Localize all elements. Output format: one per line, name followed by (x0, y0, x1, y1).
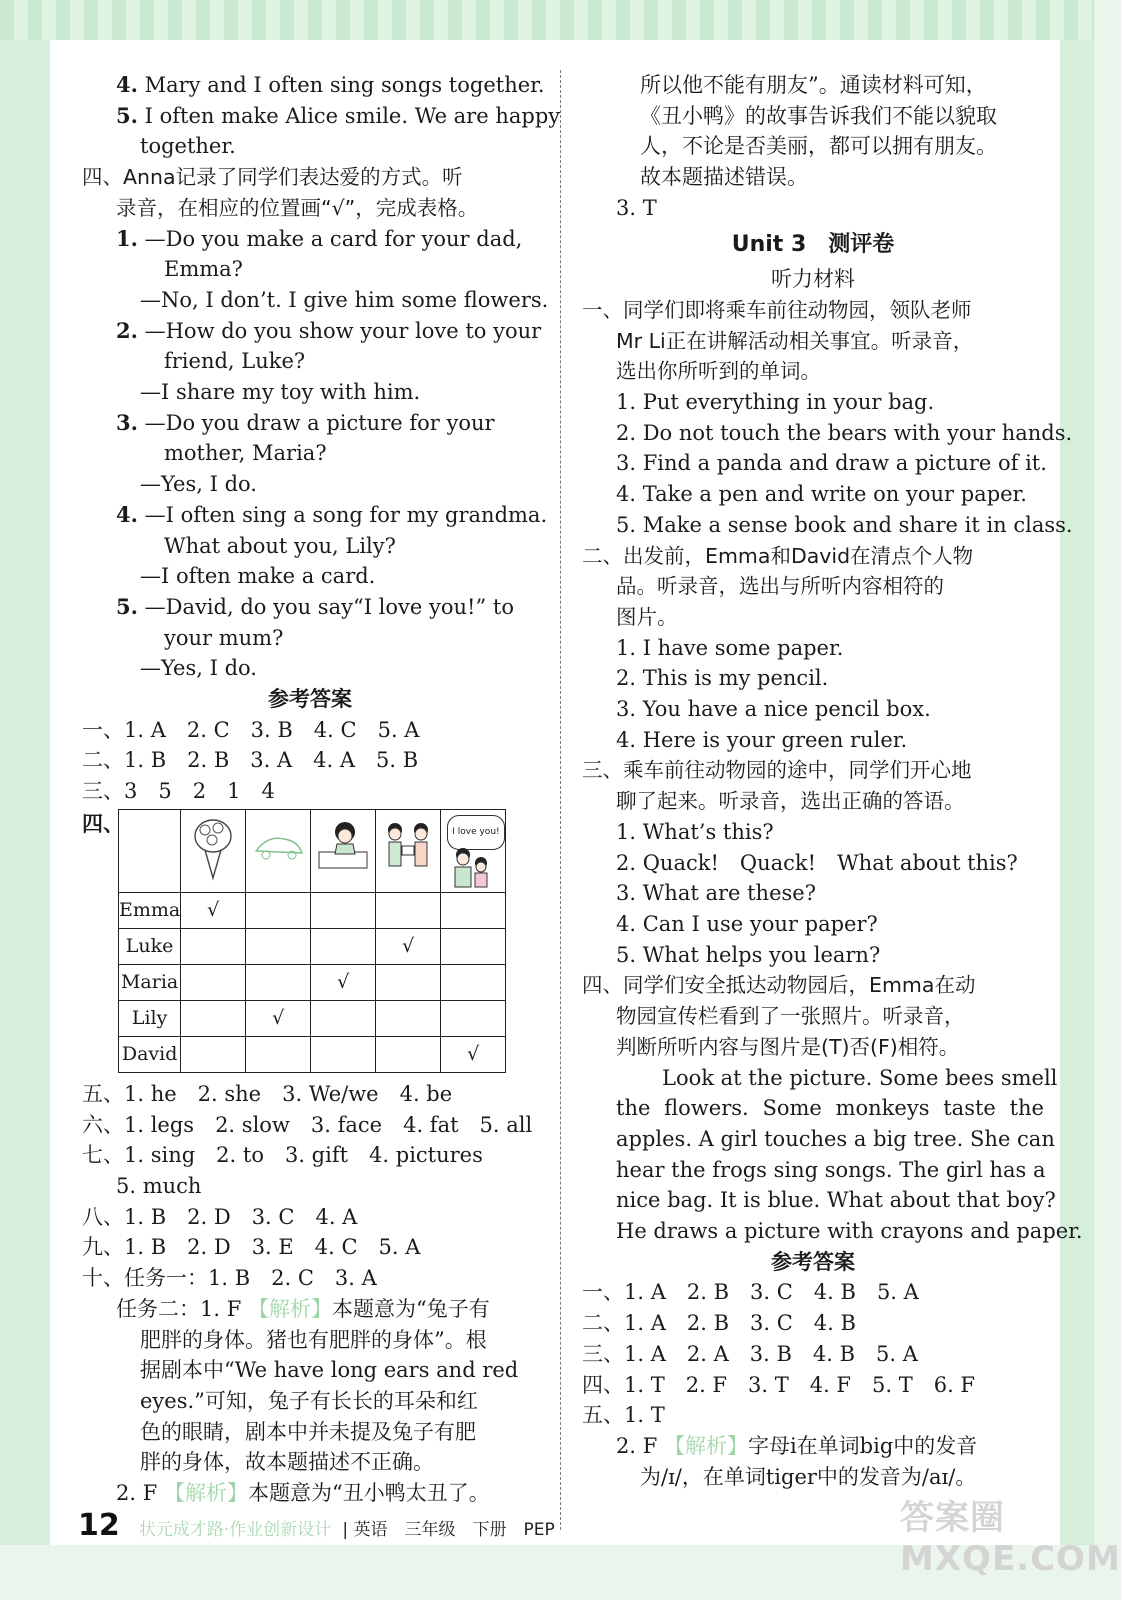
love-picture-cell (441, 809, 506, 892)
table-row (119, 1000, 506, 1036)
dialog-line: —No, I don’t. I give him some flowers. (140, 287, 549, 312)
footer-subject: | 英语 三年级 下册 PEP (342, 1520, 555, 1540)
list-item: 2. Do not touch the bears with your hands. (616, 420, 1073, 445)
dialog-line: friend, Luke? (164, 349, 306, 374)
row-name: Emma (119, 892, 181, 928)
list-item: 5. Make a sense book and share it in class. (616, 512, 1073, 537)
mark-cell (376, 1036, 441, 1072)
answer-line: 三、1. A 2. A 3. B 4. B 5. A (582, 1341, 918, 1366)
dialog-line: What about you, Lily? (164, 533, 396, 558)
dialog-line: —Yes, I do. (140, 656, 257, 681)
answer-line: 三、3 5 2 1 4 (82, 779, 275, 804)
mother-child-icon (441, 811, 505, 891)
list-item: together. (140, 134, 236, 159)
list-item: 3. You have a nice pencil box. (616, 697, 931, 722)
flowers-icon (185, 810, 241, 882)
mark-cell (441, 928, 506, 964)
mark-cell (181, 928, 246, 964)
answer-table-block (82, 809, 538, 1073)
row-name: Lily (119, 1000, 181, 1036)
table-header-row (119, 809, 506, 892)
analysis-line: 据剧本中“We have long ears and red (140, 1358, 519, 1383)
dialog-line: mother, Maria? (164, 441, 327, 466)
section-heading: 二、出发前，Emma和David在清点个人物 (582, 543, 974, 568)
mark-cell: √ (441, 1036, 506, 1072)
analysis-line: 任务二：1. F 【解析】本题意为“兔子有 (116, 1296, 490, 1321)
answer-line: 七、1. sing 2. to 3. gift 4. pictures (82, 1143, 483, 1168)
mark-cell (181, 964, 246, 1000)
list-item: 1. I have some paper. (616, 635, 844, 660)
listening-passage (582, 1063, 1083, 1247)
passage-line: nice bag. It is blue. What about that boy? (616, 1188, 1056, 1213)
toy-picture-cell (246, 809, 311, 892)
list-item: 4. Take a pen and write on your paper. (616, 482, 1027, 507)
answer-title: 参考答案 (268, 687, 352, 712)
column-divider (560, 70, 561, 1530)
unit-title: Unit 3 测评卷 (731, 231, 895, 257)
list-item: 1. Put everything in your bag. (616, 390, 935, 415)
answer-line: 十、任务一：1. B 2. C 3. A (82, 1266, 377, 1291)
list-item: 3. What are these? (616, 881, 816, 906)
girl-drawing-icon (311, 814, 375, 878)
section-heading: 品。听录音，选出与所听内容相符的 (616, 574, 944, 599)
dialog-line: 4. —I often sing a song for my grandma. (116, 501, 548, 527)
mark-cell: √ (311, 964, 376, 1000)
mark-cell (311, 928, 376, 964)
analysis-line: 所以他不能有朋友”。通读材料可知， (640, 73, 987, 97)
speech-bubble: I love you! (447, 815, 504, 850)
list-item: 4. Here is your green ruler. (616, 727, 908, 752)
section-heading: 选出你所听到的单词。 (616, 359, 821, 384)
row-name: David (119, 1036, 181, 1072)
table-row (119, 964, 506, 1000)
answer-line: 二、1. A 2. B 3. C 4. B (582, 1311, 856, 1336)
mark-cell: √ (246, 1000, 311, 1036)
list-item: 5. What helps you learn? (616, 942, 881, 967)
list-item: 4. Mary and I often sing songs together. (116, 72, 545, 97)
list-item: 5. I often make Alice smile. We are happy (116, 102, 561, 128)
section-heading: 判断所听内容与图片是(T)否(F)相符。 (616, 1034, 960, 1059)
dialog-line: —Yes, I do. (140, 472, 257, 497)
mark-cell (246, 964, 311, 1000)
mark-cell (311, 1036, 376, 1072)
analysis-line: 为/ɪ/，在单词tiger中的发音为/aɪ/。 (640, 1464, 977, 1489)
table-label: 四、 (82, 810, 124, 836)
analysis-line: 2. F 【解析】本题意为“丑小鸭太丑了。 (116, 1481, 490, 1506)
mark-cell (181, 1000, 246, 1036)
section-heading: 一、同学们即将乘车前往动物园，领队老师 (582, 297, 972, 322)
mark-cell (376, 892, 441, 928)
section-heading: 四、Anna记录了同学们表达爱的方式。听 (82, 165, 463, 190)
dialog-line: 3. —Do you draw a picture for your (116, 409, 495, 435)
page-number: 12 (78, 1508, 120, 1543)
section-heading: Mr Li正在讲解活动相关事宜。听录音， (616, 328, 974, 353)
mark-cell (311, 892, 376, 928)
answer-line: 九、1. B 2. D 3. E 4. C 5. A (82, 1235, 421, 1260)
list-item: 2. This is my pencil. (616, 666, 829, 691)
page-footer (78, 1508, 555, 1543)
answer-line: 五、1. T (582, 1403, 665, 1428)
list-item: 4. Can I use your paper? (616, 911, 878, 936)
mark-cell (441, 1000, 506, 1036)
page-border-left (0, 40, 50, 1545)
drawing-picture-cell (311, 809, 376, 892)
mark-cell: √ (181, 892, 246, 928)
mark-cell (441, 964, 506, 1000)
analysis-line: 人，不论是否美丽，都可以拥有朋友。 (640, 134, 997, 159)
list-item: 2. Quack! Quack! What about this? (616, 850, 1018, 875)
footer-brand: 状元成才路·作业创新设计 (138, 1520, 332, 1540)
mark-cell (181, 1036, 246, 1072)
mark-cell (246, 1036, 311, 1072)
answer-title: 参考答案 (771, 1249, 855, 1274)
list-item: 1. What’s this? (616, 819, 774, 844)
analysis-line: 肥胖的身体。猪也有肥胖的身体”。根 (140, 1327, 487, 1352)
right-column (582, 70, 1083, 1492)
mark-cell (246, 928, 311, 964)
section-heading: 物园宣传栏看到了一张照片。听录音， (616, 1004, 965, 1029)
answer-line: 八、1. B 2. D 3. C 4. A (82, 1204, 358, 1229)
section-heading: 四、同学们安全抵达动物园后，Emma在动 (582, 973, 976, 998)
dialog-line: —I often make a card. (140, 564, 376, 589)
toy-car-icon (248, 821, 308, 871)
left-column (82, 70, 561, 1509)
passage-line: He draws a picture with crayons and paper. (616, 1219, 1083, 1244)
section-heading: 图片。 (616, 604, 678, 629)
dialog-line: your mum? (164, 625, 284, 650)
mark-cell (376, 964, 441, 1000)
answer-line: 六、1. legs 2. slow 3. face 4. fat 5. all (82, 1112, 533, 1137)
passage-line: apples. A girl touches a big tree. She can (616, 1126, 1055, 1151)
dialog-line: 5. —David, do you say“I love you!” to (116, 593, 514, 619)
card-picture-cell (376, 809, 441, 892)
answer-line: 五、1. he 2. she 3. We/we 4. be (82, 1081, 453, 1106)
row-name: Luke (119, 928, 181, 964)
mark-cell: √ (376, 928, 441, 964)
watermark: 答案圈 MXQE.COM (900, 1498, 1121, 1579)
section-heading: 聊了起来。听录音，选出正确的答语。 (616, 789, 965, 814)
analysis-tag: 【解析】 (663, 1433, 748, 1458)
table-row (119, 892, 506, 928)
answer-table (118, 809, 506, 1073)
mark-cell (311, 1000, 376, 1036)
analysis-tag: 【解析】 (247, 1296, 332, 1321)
dialog-line: Emma? (164, 257, 243, 282)
dialog-line: —I share my toy with him. (140, 380, 421, 405)
answer-line: 一、1. A 2. B 3. C 4. B 5. A (582, 1280, 919, 1305)
table-corner-cell (119, 809, 181, 892)
analysis-line: 胖的身体，故本题描述不正确。 (140, 1450, 434, 1475)
answer-line: 二、1. B 2. B 3. A 4. A 5. B (82, 748, 419, 773)
answer-line: 5. much (116, 1173, 202, 1198)
analysis-tag: 【解析】 (163, 1481, 248, 1506)
analysis-line: 《丑小鸭》的故事告诉我们不能以貌取 (640, 103, 997, 128)
passage-line: hear the frogs sing songs. The girl has a (616, 1157, 1046, 1182)
answer-line: 四、1. T 2. F 3. T 4. F 5. T 6. F (582, 1372, 976, 1397)
analysis-line: 2. F 【解析】字母i在单词big中的发音 (616, 1433, 978, 1458)
passage-line: Look at the picture. Some bees smell (662, 1065, 1058, 1090)
flowers-picture-cell (181, 809, 246, 892)
table-row (119, 928, 506, 964)
mark-cell (376, 1000, 441, 1036)
mark-cell (246, 892, 311, 928)
answer-line: 3. T (616, 195, 657, 220)
section-heading: 三、乘车前往动物园的途中，同学们开心地 (582, 758, 972, 783)
page-border-top (0, 0, 1094, 40)
analysis-line: eyes.”可知，兔子有长长的耳朵和红 (140, 1388, 478, 1413)
analysis-line: 故本题描述错误。 (640, 165, 808, 190)
answer-line: 一、1. A 2. C 3. B 4. C 5. A (82, 717, 420, 742)
table-row (119, 1036, 506, 1072)
children-card-icon (377, 814, 439, 878)
row-name: Maria (119, 964, 181, 1000)
mark-cell (441, 892, 506, 928)
page-border-right (1060, 40, 1094, 1545)
analysis-line: 色的眼睛，剧本中并未提及兔子有肥 (140, 1419, 476, 1444)
section-heading: 录音，在相应的位置画“√”，完成表格。 (116, 195, 479, 220)
dialog-line: 2. —How do you show your love to your (116, 317, 542, 343)
list-item: 3. Find a panda and draw a picture of it. (616, 451, 1047, 476)
dialog-line: 1. —Do you make a card for your dad, (116, 225, 523, 251)
passage-line: the flowers. Some monkeys taste the (616, 1096, 1044, 1121)
listening-title: 听力材料 (771, 267, 855, 292)
dialog-list (82, 224, 549, 685)
